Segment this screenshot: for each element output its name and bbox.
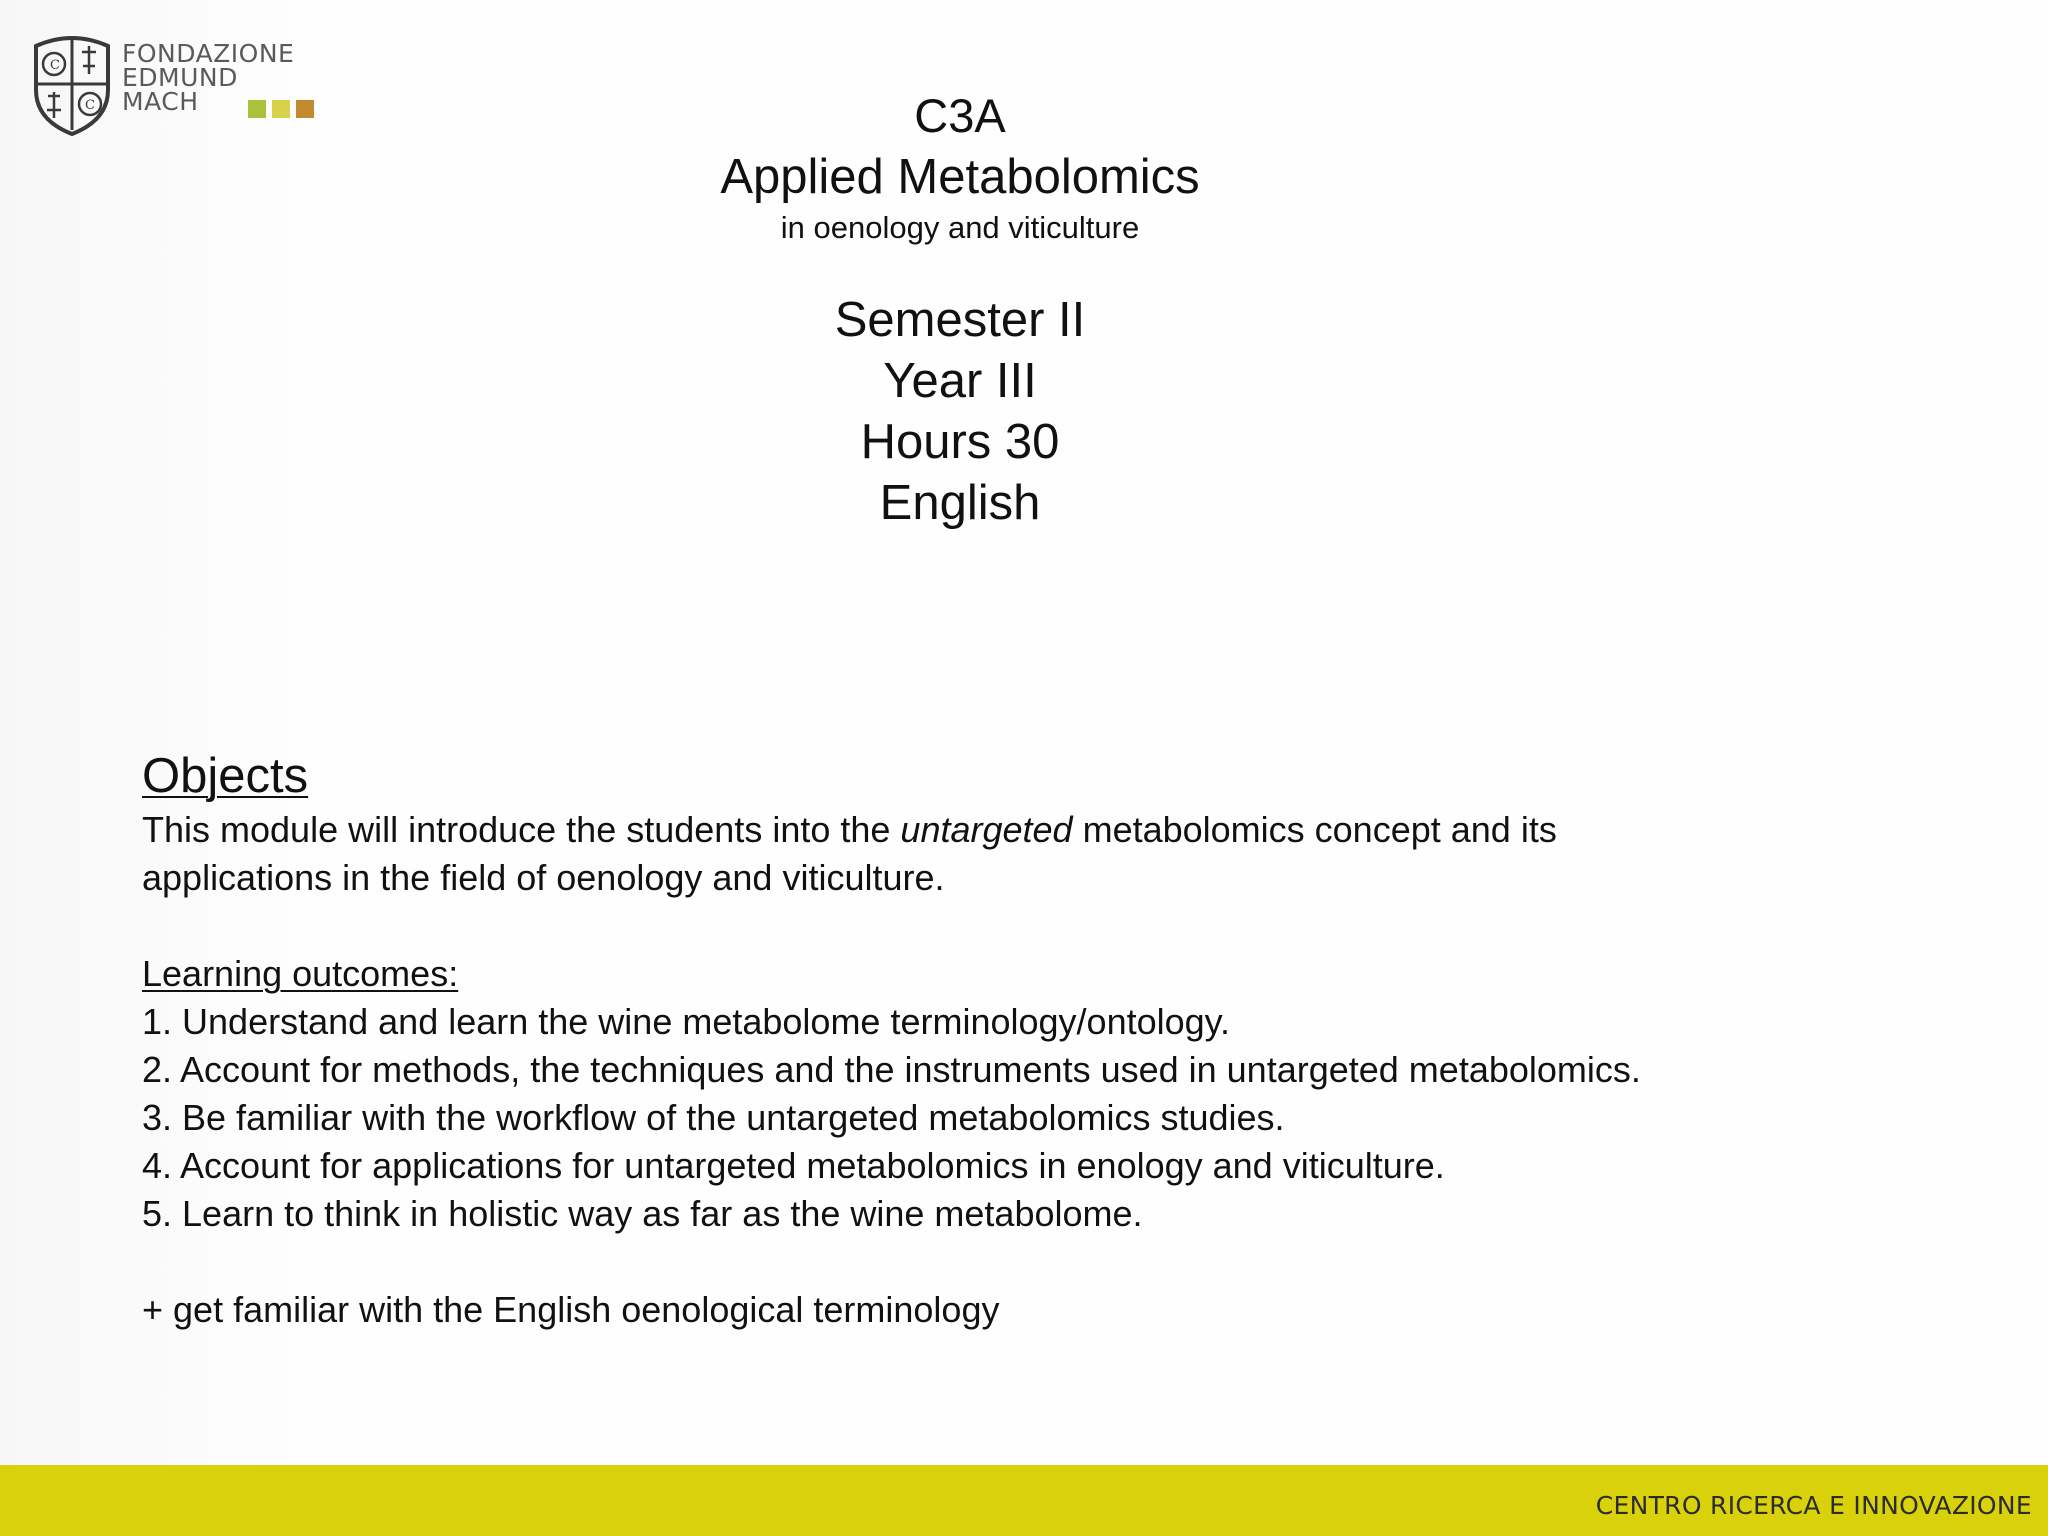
objects-text-before: This module will introduce the students into the [142,809,901,850]
logo-square-1 [248,100,266,118]
list-item: 3. Be familiar with the workflow of the untargeted metabolomics studies. [142,1097,1285,1138]
list-item: 1. Understand and learn the wine metabolome terminology/ontology. [142,1001,1230,1042]
course-code: C3A [914,89,1006,142]
hours-label: Hours 30 [860,415,1060,469]
logo-square-2 [272,100,290,118]
logo-square-3 [296,100,314,118]
learning-outcomes-list [142,998,2002,1238]
logo-line-1: FONDAZIONE [122,39,295,68]
course-description [142,746,2002,1334]
extra-note: + get familiar with the English oenological terminology [142,1289,1000,1330]
objects-text-after: metabolomics concept and its [1072,809,1557,850]
objects-emphasis: untargeted [900,809,1073,850]
footer-text: CENTRO RICERCA E INNOVAZIONE [1595,1491,2032,1520]
language-label: English [879,476,1041,530]
objects-line-1 [142,806,2002,854]
objects-heading: Objects [142,749,309,803]
objects-line-2: applications in the field of oenology and viticulture. [142,857,945,898]
footer-band [0,1465,2048,1536]
seal-icon [30,32,114,136]
svg-text:C: C [50,58,60,73]
logo-line-2: EDMUND [122,63,238,92]
course-title: Applied Metabolomics [720,150,1200,204]
spacer [142,1238,2002,1286]
course-subtitle: in oenology and viticulture [780,210,1140,245]
logo-color-squares [248,100,314,118]
list-item: 4. Account for applications for untargeted metabolomics in enology and viticulture. [142,1145,1445,1186]
list-item: 5. Learn to think in holistic way as far as the wine metabolome. [142,1193,1143,1234]
logo-line-3: MACH [122,87,199,116]
svg-text:C: C [85,98,95,113]
semester-label: Semester II [834,293,1086,347]
fondazione-edmund-mach-logo [30,32,330,140]
course-meta [560,290,1360,534]
year-label: Year III [883,354,1037,408]
list-item: 2. Account for methods, the techniques and the instruments used in untargeted metabolomics. [142,1049,1641,1090]
objects-paragraph [142,806,2002,902]
spacer [142,902,2002,950]
learning-outcomes-heading: Learning outcomes: [142,953,459,994]
